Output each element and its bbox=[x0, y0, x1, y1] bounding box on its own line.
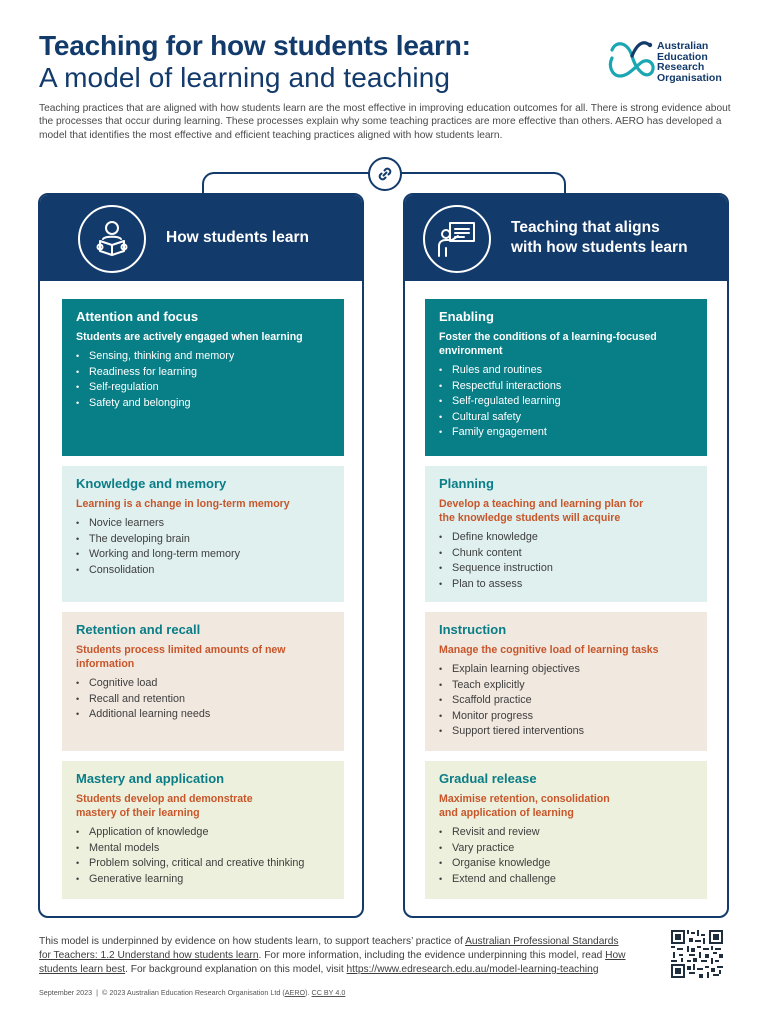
teaching-aligns-column bbox=[403, 193, 729, 918]
column-title: How students learn bbox=[166, 229, 309, 246]
list-item: • Family engagement bbox=[439, 425, 693, 441]
standards-link[interactable]: Australian Professional Standards for Teachers: 1.2 Understand how students learn bbox=[39, 936, 619, 961]
intro-paragraph: Teaching practices that are aligned with how students learn are the most effective in improving education outcomes for all. There is strong evidence about the processes that occur during learning. These processes explain why some teaching practices are more effective than others. AERO has developed a model that identifies the most effective and efficient teaching practices aligned with how students learn. bbox=[39, 103, 731, 141]
column-header bbox=[40, 195, 362, 281]
list-item: • Self-regulated learning bbox=[439, 394, 693, 410]
list-item: • Additional learning needs bbox=[76, 707, 330, 723]
list-item: • Recall and retention bbox=[76, 692, 330, 708]
card-retention-and-recall bbox=[62, 612, 344, 751]
list-item: • Readiness for learning bbox=[76, 365, 330, 381]
card-subtitle: Learning is a change in long-term memory bbox=[76, 498, 290, 510]
card-subtitle: Develop a teaching and learning plan for the knowledge students will acquire bbox=[439, 498, 644, 524]
card-attention-and-focus bbox=[62, 299, 344, 456]
link-chain-icon bbox=[375, 164, 395, 184]
list-item: • Teach explicitly bbox=[439, 678, 693, 694]
footer-text: . For more information, including the evidence underpinning this model, read bbox=[258, 950, 606, 961]
license-link[interactable]: CC BY 4.0 bbox=[311, 988, 346, 997]
card-list bbox=[439, 530, 693, 592]
list-item: • Monitor progress bbox=[439, 709, 693, 725]
aero-logo[interactable] bbox=[606, 36, 736, 86]
list-item: • Organise knowledge bbox=[439, 856, 693, 872]
card-enabling bbox=[425, 299, 707, 456]
card-title: Retention and recall bbox=[76, 622, 201, 637]
list-item: • The developing brain bbox=[76, 532, 330, 548]
list-item: • Scaffold practice bbox=[439, 693, 693, 709]
list-item: • Respectful interactions bbox=[439, 379, 693, 395]
list-item: • Rules and routines bbox=[439, 363, 693, 379]
column-header bbox=[405, 195, 727, 281]
card-subtitle: Foster the conditions of a learning-focused environment bbox=[439, 331, 657, 357]
card-planning bbox=[425, 466, 707, 602]
card-instruction bbox=[425, 612, 707, 751]
card-subtitle: Students process limited amounts of new information bbox=[76, 644, 286, 670]
list-item: • Application of knowledge bbox=[76, 825, 330, 841]
list-item: • Sensing, thinking and memory bbox=[76, 349, 330, 365]
list-item: • Consolidation bbox=[76, 563, 330, 579]
card-list bbox=[439, 363, 693, 441]
list-item: • Vary practice bbox=[439, 841, 693, 857]
card-list bbox=[76, 516, 330, 578]
card-list bbox=[76, 349, 330, 411]
list-item: • Support tiered interventions bbox=[439, 724, 693, 740]
teacher-presenting-icon bbox=[434, 216, 480, 262]
card-list bbox=[76, 676, 330, 723]
list-item: • Working and long-term memory bbox=[76, 547, 330, 563]
list-item: • Sequence instruction bbox=[439, 561, 693, 577]
link-badge bbox=[368, 157, 402, 191]
list-item: • Mental models bbox=[76, 841, 330, 857]
student-reading-icon bbox=[90, 217, 134, 261]
footer-text: . For background explanation on this model, visit bbox=[125, 964, 347, 975]
model-url-link[interactable]: https://www.edresearch.edu.au/model-learning-teaching bbox=[346, 964, 599, 975]
how-students-learn-best-link[interactable]: How students learn best bbox=[39, 950, 626, 975]
qr-code-icon[interactable] bbox=[671, 930, 723, 978]
card-list bbox=[76, 825, 330, 887]
card-subtitle: Students are actively engaged when learning bbox=[76, 331, 303, 343]
list-item: • Explain learning objectives bbox=[439, 662, 693, 678]
how-students-learn-column bbox=[38, 193, 364, 918]
card-subtitle: Maximise retention, consolidation and application of learning bbox=[439, 793, 610, 819]
card-list bbox=[439, 825, 693, 887]
list-item: • Chunk content bbox=[439, 546, 693, 562]
copyright-line: September 2023 | © 2023 Australian Education Research Organisation Ltd (AERO). CC BY 4.0 bbox=[39, 988, 346, 997]
aero-link[interactable]: AERO bbox=[284, 988, 306, 997]
student-reading-icon-circle bbox=[78, 205, 146, 273]
teacher-presenting-icon-circle bbox=[423, 205, 491, 273]
card-title: Mastery and application bbox=[76, 771, 225, 786]
card-title: Knowledge and memory bbox=[76, 476, 227, 491]
card-gradual-release bbox=[425, 761, 707, 899]
card-mastery-and-application bbox=[62, 761, 344, 899]
card-subtitle: Manage the cognitive load of learning tasks bbox=[439, 644, 659, 656]
list-item: • Plan to assess bbox=[439, 577, 693, 593]
card-title: Enabling bbox=[439, 309, 494, 324]
footer-paragraph bbox=[39, 935, 659, 977]
card-title: Instruction bbox=[439, 622, 507, 637]
list-item: • Problem solving, critical and creative thinking bbox=[76, 856, 330, 872]
page-title-line1: Teaching for how students learn: bbox=[39, 30, 471, 61]
list-item: • Cognitive load bbox=[76, 676, 330, 692]
list-item: • Extend and challenge bbox=[439, 872, 693, 888]
logo-wordmark: Australian Education Research Organisation bbox=[657, 40, 722, 84]
card-title: Gradual release bbox=[439, 771, 537, 786]
column-title: Teaching that aligns with how students learn bbox=[511, 219, 688, 256]
list-item: • Safety and belonging bbox=[76, 396, 330, 412]
list-item: • Cultural safety bbox=[439, 410, 693, 426]
list-item: • Define knowledge bbox=[439, 530, 693, 546]
card-title: Attention and focus bbox=[76, 309, 199, 324]
card-knowledge-and-memory bbox=[62, 466, 344, 602]
aero-infinity-logo-icon bbox=[606, 36, 656, 84]
card-subtitle: Students develop and demonstrate mastery of their learning bbox=[76, 793, 253, 819]
list-item: • Novice learners bbox=[76, 516, 330, 532]
card-list bbox=[439, 662, 693, 740]
list-item: • Generative learning bbox=[76, 872, 330, 888]
page-title-line2: A model of learning and teaching bbox=[39, 62, 451, 93]
footer-text: This model is underpinned by evidence on how students learn, to support teachers’ practice of bbox=[39, 936, 466, 947]
list-item: • Self-regulation bbox=[76, 380, 330, 396]
card-title: Planning bbox=[439, 476, 494, 491]
list-item: • Revisit and review bbox=[439, 825, 693, 841]
